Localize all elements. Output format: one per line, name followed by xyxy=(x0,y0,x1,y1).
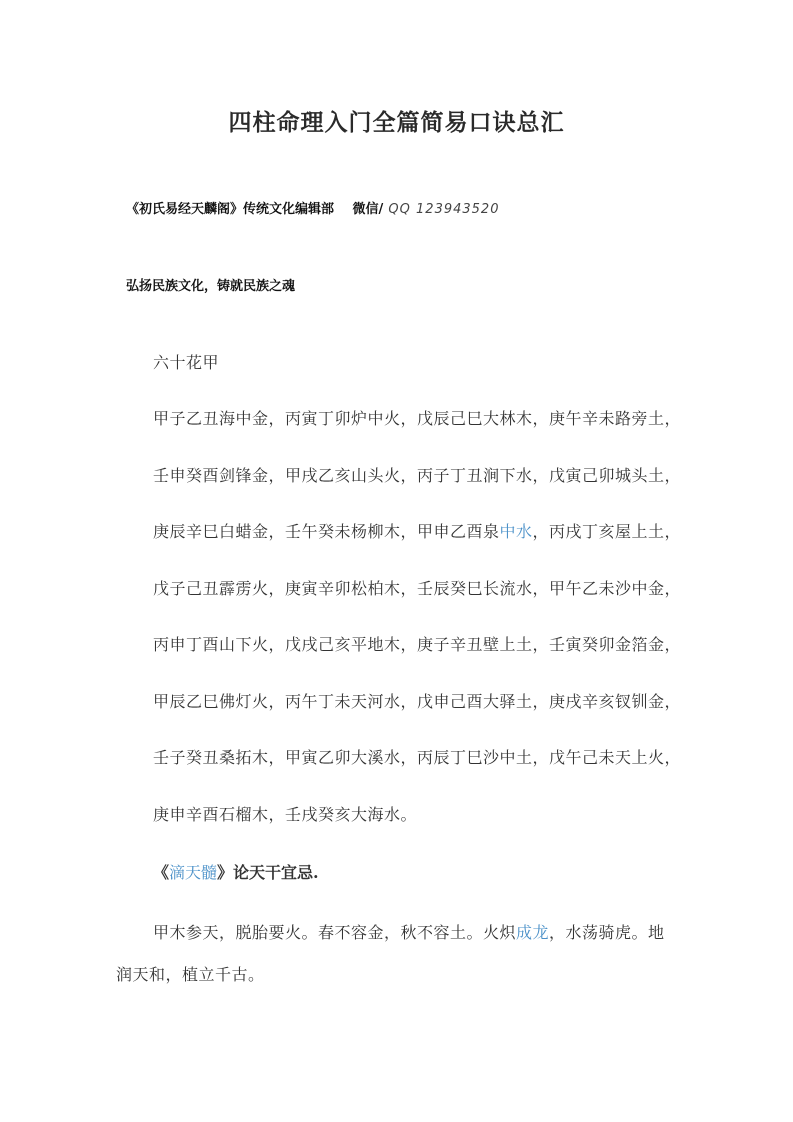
jiazi-line xyxy=(153,745,681,768)
slogan: 弘扬民族文化，铸就民族之魂 xyxy=(126,279,296,294)
jiazi-line-text: 庚辰辛巳白蜡金，壬午癸未杨柳木，甲申乙酉泉 xyxy=(153,522,500,541)
jiazi-line xyxy=(153,632,681,655)
jiazi-line-text: 甲辰乙巳佛灯火，丙午丁未天河水，戊申己酉大驿土，庚戌辛亥钗钏金， xyxy=(153,692,682,711)
term-link-chenglong[interactable]: 成龙 xyxy=(516,923,550,942)
section-heading-text: 》论天干宜忌. xyxy=(217,863,319,882)
jiazi-line xyxy=(153,576,681,599)
jiazi-line-text: 庚申辛酉石榴木，壬戌癸亥大海水。 xyxy=(153,805,418,824)
jiazi-line-text: ，丙戌丁亥屋上土， xyxy=(532,522,682,541)
publisher-name: 《初氏易经天麟阁》传统文化编辑部 xyxy=(126,202,335,217)
jiazi-line xyxy=(153,802,417,825)
page-title: 四柱命理入门全篇简易口诀总汇 xyxy=(228,109,565,136)
jiazi-line-text: 丙申丁酉山下火，戊戌己亥平地木，庚子辛丑壁上土，壬寅癸卯金箔金， xyxy=(153,635,682,654)
book-link-ditiansui[interactable]: 滴天髓 xyxy=(169,863,218,882)
jiazi-heading: 六十花甲 xyxy=(153,353,220,372)
jiazi-line-text: 壬子癸丑桑拓木，甲寅乙卯大溪水，丙辰丁巳沙中土，戊午己未天上火， xyxy=(153,748,682,767)
jiazi-line-text: 甲子乙丑海中金，丙寅丁卯炉中火，戊辰己巳大林木，庚午辛未路旁土， xyxy=(153,409,682,428)
jiazi-line-text: 戊子己丑霹雳火，庚寅辛卯松柏木，壬辰癸巳长流水，甲午乙未沙中金， xyxy=(153,579,682,598)
paragraph-text: ，水荡骑虎。地润天和，植立千古。 xyxy=(116,923,665,984)
jiazi-line xyxy=(153,463,681,486)
jiazi-line xyxy=(153,519,681,542)
publisher-line xyxy=(126,198,499,217)
jiazi-line xyxy=(153,406,681,429)
section-paragraph xyxy=(116,912,678,996)
jiazi-line-text: 壬申癸酉剑锋金，甲戌乙亥山头火，丙子丁丑涧下水，戊寅己卯城头土， xyxy=(153,466,682,485)
contact-value: QQ 123943520 xyxy=(383,202,500,217)
section-open-bracket: 《 xyxy=(153,863,170,882)
term-link-zhongshui[interactable]: 中水 xyxy=(499,522,533,541)
section-heading xyxy=(153,860,319,883)
contact-label: 微信/ xyxy=(352,202,384,217)
jiazi-line xyxy=(153,689,681,712)
paragraph-text: 甲木参天，脱胎要火。春不容金，秋不容土。火炽 xyxy=(153,923,517,942)
